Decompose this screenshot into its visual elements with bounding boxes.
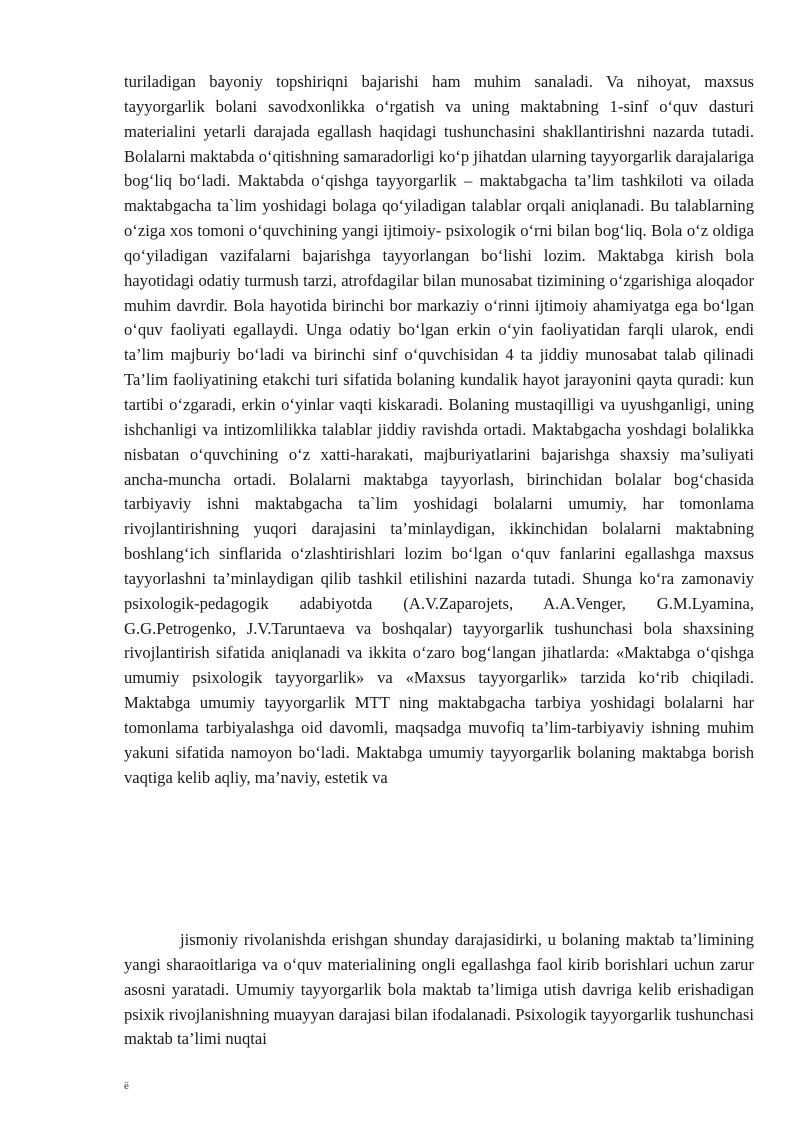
paragraph-1: turiladigan bayoniy topshiriqni bajarishi ham muhim sanaladi. Va nihoyat, maxsus tayyorgarlik bolani savodxonlikka o‘rgatish va uning maktabning 1-sinf o‘quv dasturi materialini yetarli darajada egallash haqidagi tushunchasini shakllantirishni nazarda tutadi. Bolalarni maktabda o‘qitishning samaradorligi ko‘p jihatdan ularning tayyorgarlik darajalariga bog‘liq bo‘ladi. Maktabda o‘qishga tayyorgarlik – maktabgacha ta’lim tashkiloti va oilada maktabgacha ta`lim yoshidagi bolaga qo‘yiladigan talablar orqali aniqlanadi. Bu talablarning o‘ziga xos tomoni o‘quvchining yangi ijtimoiy- psixologik o‘rni bilan bog‘liq. Bola o‘z oldiga qo‘yiladigan vazifalarni bajarishga tayyorlangan bo‘lishi lozim. Maktabga kirish bola hayotidagi odatiy turmush tarzi, atrofdagilar bilan munosabat tizimining o‘zgarishiga aloqador muhim davrdir. Bola hayotida birinchi bor markaziy o‘rinni ijtimoiy ahamiyatga ega bo‘lgan o‘quv faoliyati egallaydi. Unga odatiy bo‘lgan erkin o‘yin faoliyatidan farqli ularok, endi ta’lim majburiy bo‘ladi va birinchi sinf o‘quvchisidan 4 ta jiddiy munosabat talab qilinadi Ta’lim faoliyatining etakchi turi sifatida bolaning kundalik hayot jarayonini qayta quradi: kun tartibi o‘zgaradi, erkin o‘yinlar vaqti kiskaradi. Bolaning mustaqilligi va uyushganligi, uning ishchanligi va intizomlilikka talablar jiddiy ravishda ortadi. Maktabgacha yoshdagi bolalikka nisbatan o‘quvchining o‘z xatti-harakati, majburiyatlarini bajarishga shaxsiy ma’suliyati ancha-muncha ortadi. Bolalarni maktabga tayyorlash, birinchidan bolalar bog‘chasida tarbiyaviy ishni maktabgacha ta`lim yoshidagi bolalarni umumiy, har tomonlama rivojlantirishning yuqori darajasini ta’minlaydigan, ikkinchidan bolalarni maktabning boshlang‘ich sinflarida o‘zlashtirishlari lozim bo‘lgan o‘quv fanlarini egallashga maxsus tayyorlashni ta’minlaydigan qilib tashkil etilishini nazarda tutadi. Shunga ko‘ra zamonaviy psixologik-pedagogik adabiyotda (A.V.Zaparojets, A.A.Venger, G.M.Lyamina, G.G.Petrogenko, J.V.Taruntaeva va boshqalar) tayyorgarlik tushunchasi bola shaxsining rivojlantirish sifatida aniqlanadi va ikkita o‘zaro bog‘langan jihatlarda: «Maktabga o‘qishga umumiy psixologik tayyorgarlik» va «Maxsus tayyorgarlik» tarzida ko‘rib chiqiladi. Maktabga umumiy tayyorgarlik MTT ning maktabgacha tarbiya yoshidagi bolalarni har tomonlama tarbiyalashga oid davomli, maqsadga muvofiq ta’lim-tarbiyaviy ishning muhim yakuni sifatida namoyon bo‘ladi. Maktabga umumiy tayyorgarlik bolaning maktabga borish vaqtiga kelib aqliy, ma’naviy, estetik va <box>124 72 754 787</box>
footer-mark: ё <box>124 1080 129 1092</box>
paragraph-2: jismoniy rivolanishda erishgan shunday darajasidirki, u bolaning maktab ta’limining yangi sharaoitlariga va o‘quv materialining ongli egallashga faol kirib borishlari uchun zarur asosni yaratadi. Umumiy tayyorgarlik bola maktab ta’limiga utish davriga kelib erishadigan psixik rivojlanishning muayyan darajasi bilan ifodalanadi. Psixologik tayyorgarlik tushunchasi maktab ta’limi nuqtai <box>124 930 754 1049</box>
